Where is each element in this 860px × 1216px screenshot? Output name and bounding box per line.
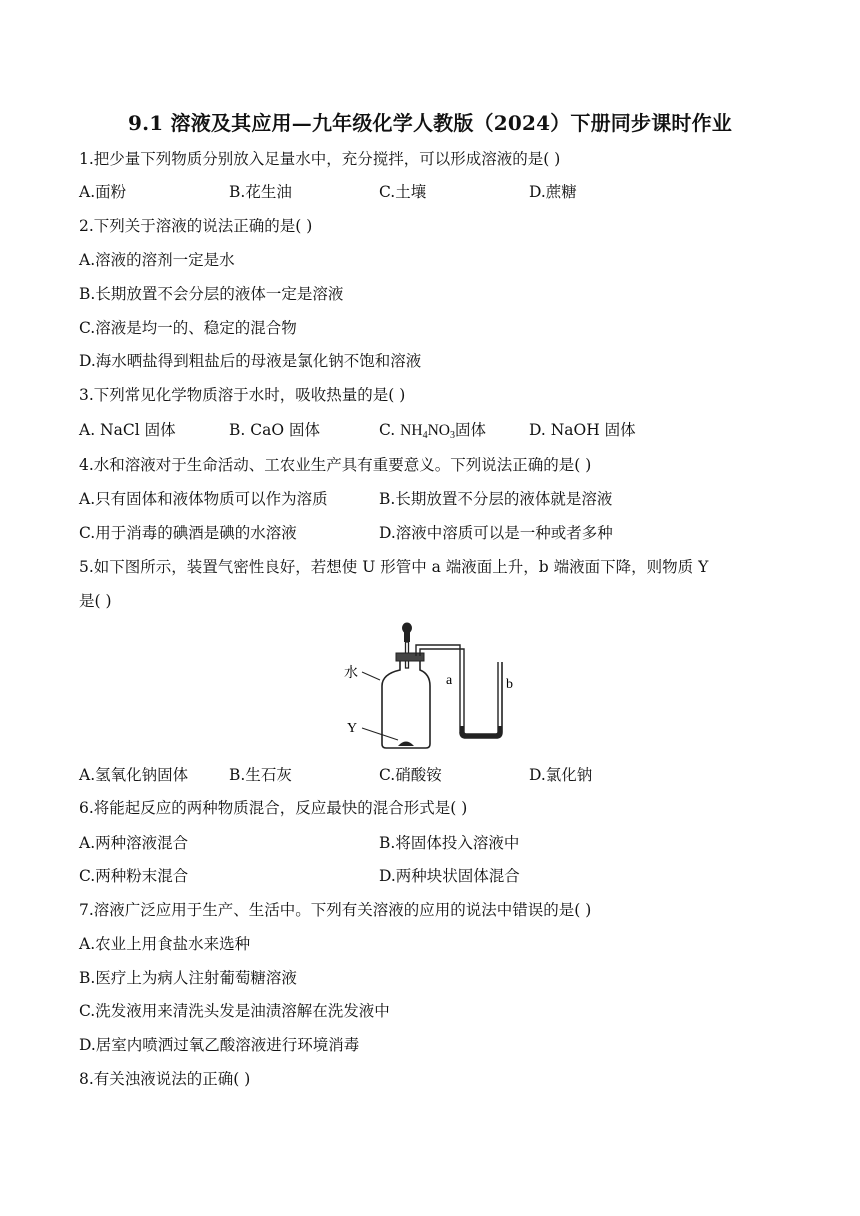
label-a: a [446, 673, 453, 688]
question-5-stem-cont: 是( ) [79, 592, 112, 610]
q6-option-b: B.将固体投入溶液中 [379, 834, 520, 852]
q5-option-a: A.氢氧化钠固体 [79, 766, 189, 784]
q1-option-c: C.土壤 [379, 183, 427, 201]
q7-option-d: D.居室内喷洒过氧乙酸溶液进行环境消毒 [79, 1036, 360, 1054]
q4-option-c: C.用于消毒的碘酒是碘的水溶液 [79, 524, 297, 542]
q2-option-c: C.溶液是均一的、稳定的混合物 [79, 319, 297, 337]
q7-option-c: C.洗发液用来清洗头发是油渍溶解在洗发液中 [79, 1002, 390, 1020]
question-3-stem: 3.下列常见化学物质溶于水时，吸收热量的是( ) [79, 386, 406, 404]
apparatus-figure [340, 622, 530, 752]
q3-option-c-label: C. [379, 421, 396, 439]
q1-option-b: B.花生油 [229, 183, 292, 201]
q6-option-a: A.两种溶液混合 [79, 834, 189, 852]
q1-option-d: D.蔗糖 [529, 183, 577, 201]
question-2-stem: 2.下列关于溶液的说法正确的是( ) [79, 217, 313, 235]
question-7-stem: 7.溶液广泛应用于生产、生活中。下列有关溶液的应用的说法中错误的是( ) [79, 901, 592, 919]
q4-option-d: D.溶液中溶质可以是一种或者多种 [379, 524, 613, 542]
q6-option-d: D.两种块状固体混合 [379, 867, 520, 885]
q3-option-c-suffix: 固体 [454, 421, 486, 439]
q6-option-c: C.两种粉末混合 [79, 867, 189, 885]
question-5-stem: 5.如下图所示，装置气密性良好，若想使 U 形管中 a 端液面上升，b 端液面下降，则物质 Y [79, 558, 709, 576]
q5-option-d: D.氯化钠 [529, 766, 593, 784]
q3-option-d: D. NaOH 固体 [529, 421, 636, 439]
q2-option-d: D.海水晒盐得到粗盐后的母液是氯化钠不饱和溶液 [79, 352, 422, 370]
q3-option-c [379, 420, 486, 446]
ammonium-nitrate-formula: $NH_4NO_3$ [400, 422, 455, 441]
question-8-stem: 8.有关浊液说法的正确( ) [79, 1070, 251, 1088]
page-title: 9.1 溶液及其应用—九年级化学人教版（2024）下册同步课时作业 [127, 111, 733, 135]
q4-option-a: A.只有固体和液体物质可以作为溶质 [79, 490, 328, 508]
q7-option-b: B.医疗上为病人注射葡萄糖溶液 [79, 969, 297, 987]
q5-option-b: B.生石灰 [229, 766, 292, 784]
q7-option-a: A.农业上用食盐水来选种 [79, 935, 251, 953]
q1-option-a: A.面粉 [79, 183, 127, 201]
q3-option-a: A. NaCl 固体 [79, 421, 176, 439]
q2-option-b: B.长期放置不会分层的液体一定是溶液 [79, 285, 344, 303]
bottle [382, 661, 430, 748]
label-b: b [506, 677, 513, 692]
q4-option-b: B.长期放置不分层的液体就是溶液 [379, 490, 613, 508]
u-tube-liquid [460, 726, 502, 738]
q2-option-a: A.溶液的溶剂一定是水 [79, 251, 235, 269]
q3-option-b: B. CaO 固体 [229, 421, 320, 439]
question-1-stem: 1.把少量下列物质分别放入足量水中，充分搅拌，可以形成溶液的是( ) [79, 150, 561, 168]
label-y: Y [347, 721, 358, 736]
q5-option-c: C.硝酸铵 [379, 766, 442, 784]
question-6-stem: 6.将能起反应的两种物质混合，反应最快的混合形式是( ) [79, 799, 468, 817]
u-tube [460, 662, 502, 738]
label-water: 水 [344, 665, 358, 681]
question-4-stem: 4.水和溶液对于生命活动、工农业生产具有重要意义。下列说法正确的是( ) [79, 456, 592, 474]
substance-y [398, 742, 414, 747]
